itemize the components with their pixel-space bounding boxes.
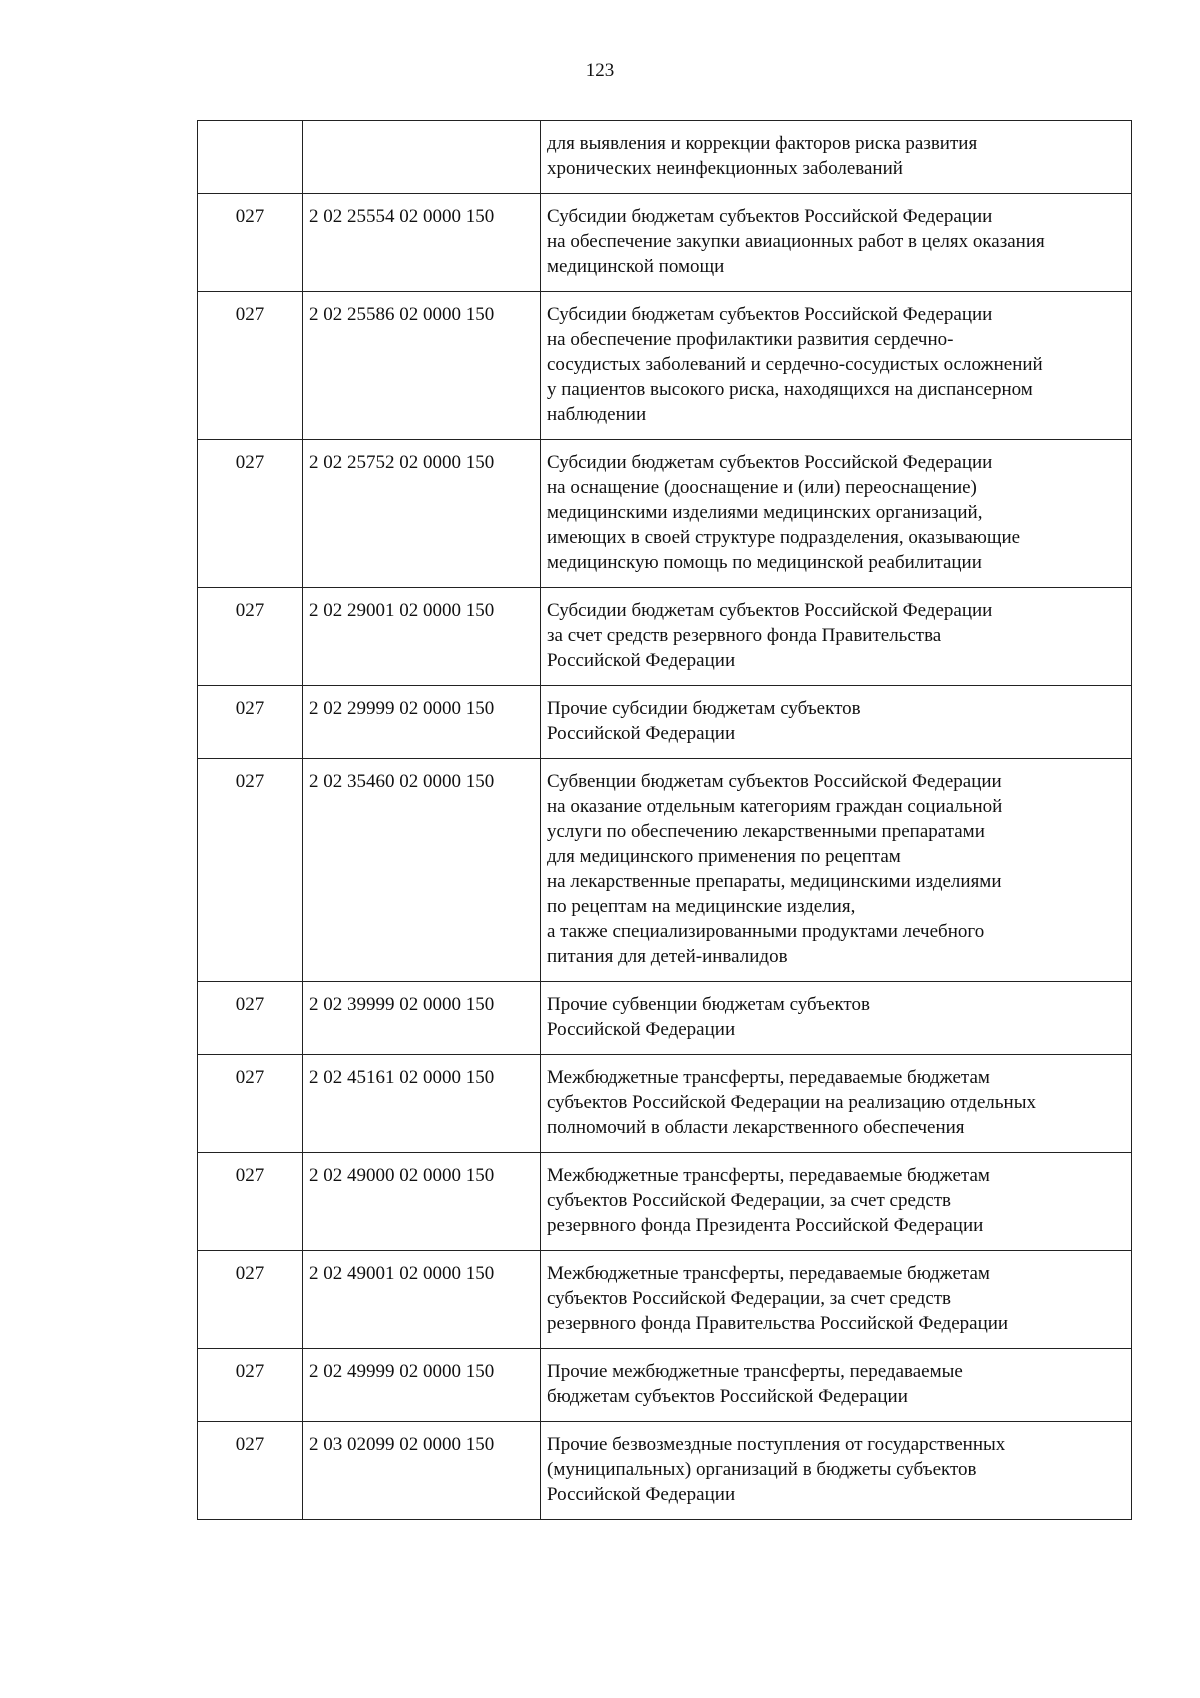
description-line: (муниципальных) организаций в бюджеты субъектов <box>547 1459 977 1480</box>
description-cell <box>541 759 1132 982</box>
table-row <box>198 1055 1132 1153</box>
description-line: на лекарственные препараты, медицинскими изделиями <box>547 871 1002 892</box>
revenue-codes-table <box>197 120 1132 1520</box>
revenue-code-cell: 2 03 02099 02 0000 150 <box>303 1422 541 1520</box>
description-line: Российской Федерации <box>547 1019 736 1040</box>
description-line: резервного фонда Президента Российской Федерации <box>547 1215 984 1236</box>
description-line: медицинскими изделиями медицинских организаций, <box>547 502 983 523</box>
description-line: по рецептам на медицинские изделия, <box>547 896 856 917</box>
revenue-code-cell <box>303 121 541 194</box>
description-line: Субсидии бюджетам субъектов Российской Федерации <box>547 600 993 621</box>
description-line: резервного фонда Правительства Российской Федерации <box>547 1313 1009 1334</box>
description-line: Прочие межбюджетные трансферты, передаваемые <box>547 1361 963 1382</box>
table-row <box>198 1251 1132 1349</box>
page-number: 123 <box>585 60 615 81</box>
admin-code-cell: 027 <box>198 686 303 759</box>
admin-code-cell: 027 <box>198 440 303 588</box>
description-line: Субвенции бюджетам субъектов Российской Федерации <box>547 771 1002 792</box>
description-line: имеющих в своей структуре подразделения, оказывающие <box>547 527 1021 548</box>
revenue-code-cell: 2 02 49999 02 0000 150 <box>303 1349 541 1422</box>
revenue-code-cell: 2 02 45161 02 0000 150 <box>303 1055 541 1153</box>
description-cell <box>541 1055 1132 1153</box>
admin-code-cell: 027 <box>198 1055 303 1153</box>
description-cell <box>541 440 1132 588</box>
table-row <box>198 982 1132 1055</box>
description-cell <box>541 1251 1132 1349</box>
description-line: Субсидии бюджетам субъектов Российской Федерации <box>547 304 993 325</box>
revenue-code-cell: 2 02 49001 02 0000 150 <box>303 1251 541 1349</box>
table-row <box>198 292 1132 440</box>
description-line: Прочие субсидии бюджетам субъектов <box>547 698 861 719</box>
description-line: питания для детей-инвалидов <box>547 946 788 967</box>
admin-code-cell: 027 <box>198 1349 303 1422</box>
description-cell <box>541 1349 1132 1422</box>
description-line: для выявления и коррекции факторов риска развития <box>547 133 978 154</box>
admin-code-cell: 027 <box>198 194 303 292</box>
admin-code-cell <box>198 121 303 194</box>
description-line: Субсидии бюджетам субъектов Российской Федерации <box>547 452 993 473</box>
table-row <box>198 1422 1132 1520</box>
admin-code-cell: 027 <box>198 588 303 686</box>
revenue-code-cell: 2 02 29001 02 0000 150 <box>303 588 541 686</box>
admin-code-cell: 027 <box>198 759 303 982</box>
description-cell <box>541 982 1132 1055</box>
description-line: Российской Федерации <box>547 650 736 671</box>
description-cell <box>541 588 1132 686</box>
revenue-code-cell: 2 02 35460 02 0000 150 <box>303 759 541 982</box>
table-body <box>198 121 1132 1520</box>
table-row <box>198 1153 1132 1251</box>
description-line: Субсидии бюджетам субъектов Российской Федерации <box>547 206 993 227</box>
admin-code-cell: 027 <box>198 982 303 1055</box>
description-line: Межбюджетные трансферты, передаваемые бюджетам <box>547 1165 990 1186</box>
description-line: для медицинского применения по рецептам <box>547 846 901 867</box>
table-row <box>198 1349 1132 1422</box>
description-line: сосудистых заболеваний и сердечно-сосудистых осложнений <box>547 354 1043 375</box>
description-line: на обеспечение профилактики развития сердечно- <box>547 329 954 350</box>
table-row <box>198 686 1132 759</box>
description-line: полномочий в области лекарственного обеспечения <box>547 1117 965 1138</box>
description-line: хронических неинфекционных заболеваний <box>547 158 903 179</box>
description-cell <box>541 121 1132 194</box>
description-line: субъектов Российской Федерации, за счет средств <box>547 1190 952 1211</box>
description-line: медицинскую помощь по медицинской реабилитации <box>547 552 982 573</box>
description-line: за счет средств резервного фонда Правительства <box>547 625 942 646</box>
revenue-code-cell: 2 02 25586 02 0000 150 <box>303 292 541 440</box>
description-line: Прочие безвозмездные поступления от государственных <box>547 1434 1006 1455</box>
description-line: Межбюджетные трансферты, передаваемые бюджетам <box>547 1263 990 1284</box>
description-line: субъектов Российской Федерации на реализацию отдельных <box>547 1092 1036 1113</box>
description-line: медицинской помощи <box>547 256 725 277</box>
revenue-code-cell: 2 02 49000 02 0000 150 <box>303 1153 541 1251</box>
description-cell <box>541 194 1132 292</box>
admin-code-cell: 027 <box>198 1153 303 1251</box>
description-line: услуги по обеспечению лекарственными препаратами <box>547 821 985 842</box>
description-cell <box>541 686 1132 759</box>
description-line: наблюдении <box>547 404 647 425</box>
revenue-code-cell: 2 02 25752 02 0000 150 <box>303 440 541 588</box>
description-cell <box>541 1153 1132 1251</box>
description-cell <box>541 292 1132 440</box>
description-line: на обеспечение закупки авиационных работ в целях оказания <box>547 231 1045 252</box>
admin-code-cell: 027 <box>198 292 303 440</box>
admin-code-cell: 027 <box>198 1251 303 1349</box>
description-cell <box>541 1422 1132 1520</box>
description-line: Российской Федерации <box>547 1484 736 1505</box>
description-line: Прочие субвенции бюджетам субъектов <box>547 994 870 1015</box>
description-line: субъектов Российской Федерации, за счет средств <box>547 1288 952 1309</box>
description-line: Межбюджетные трансферты, передаваемые бюджетам <box>547 1067 990 1088</box>
description-line: на оснащение (дооснащение и (или) переоснащение) <box>547 477 977 498</box>
description-line: Российской Федерации <box>547 723 736 744</box>
revenue-code-cell: 2 02 25554 02 0000 150 <box>303 194 541 292</box>
table-row <box>198 194 1132 292</box>
table-row <box>198 588 1132 686</box>
revenue-code-cell: 2 02 29999 02 0000 150 <box>303 686 541 759</box>
description-line: на оказание отдельным категориям граждан социальной <box>547 796 1003 817</box>
description-line: а также специализированными продуктами лечебного <box>547 921 985 942</box>
description-line: бюджетам субъектов Российской Федерации <box>547 1386 908 1407</box>
table-row <box>198 440 1132 588</box>
table-row <box>198 121 1132 194</box>
table-row <box>198 759 1132 982</box>
revenue-code-cell: 2 02 39999 02 0000 150 <box>303 982 541 1055</box>
admin-code-cell: 027 <box>198 1422 303 1520</box>
description-line: у пациентов высокого риска, находящихся на диспансерном <box>547 379 1033 400</box>
